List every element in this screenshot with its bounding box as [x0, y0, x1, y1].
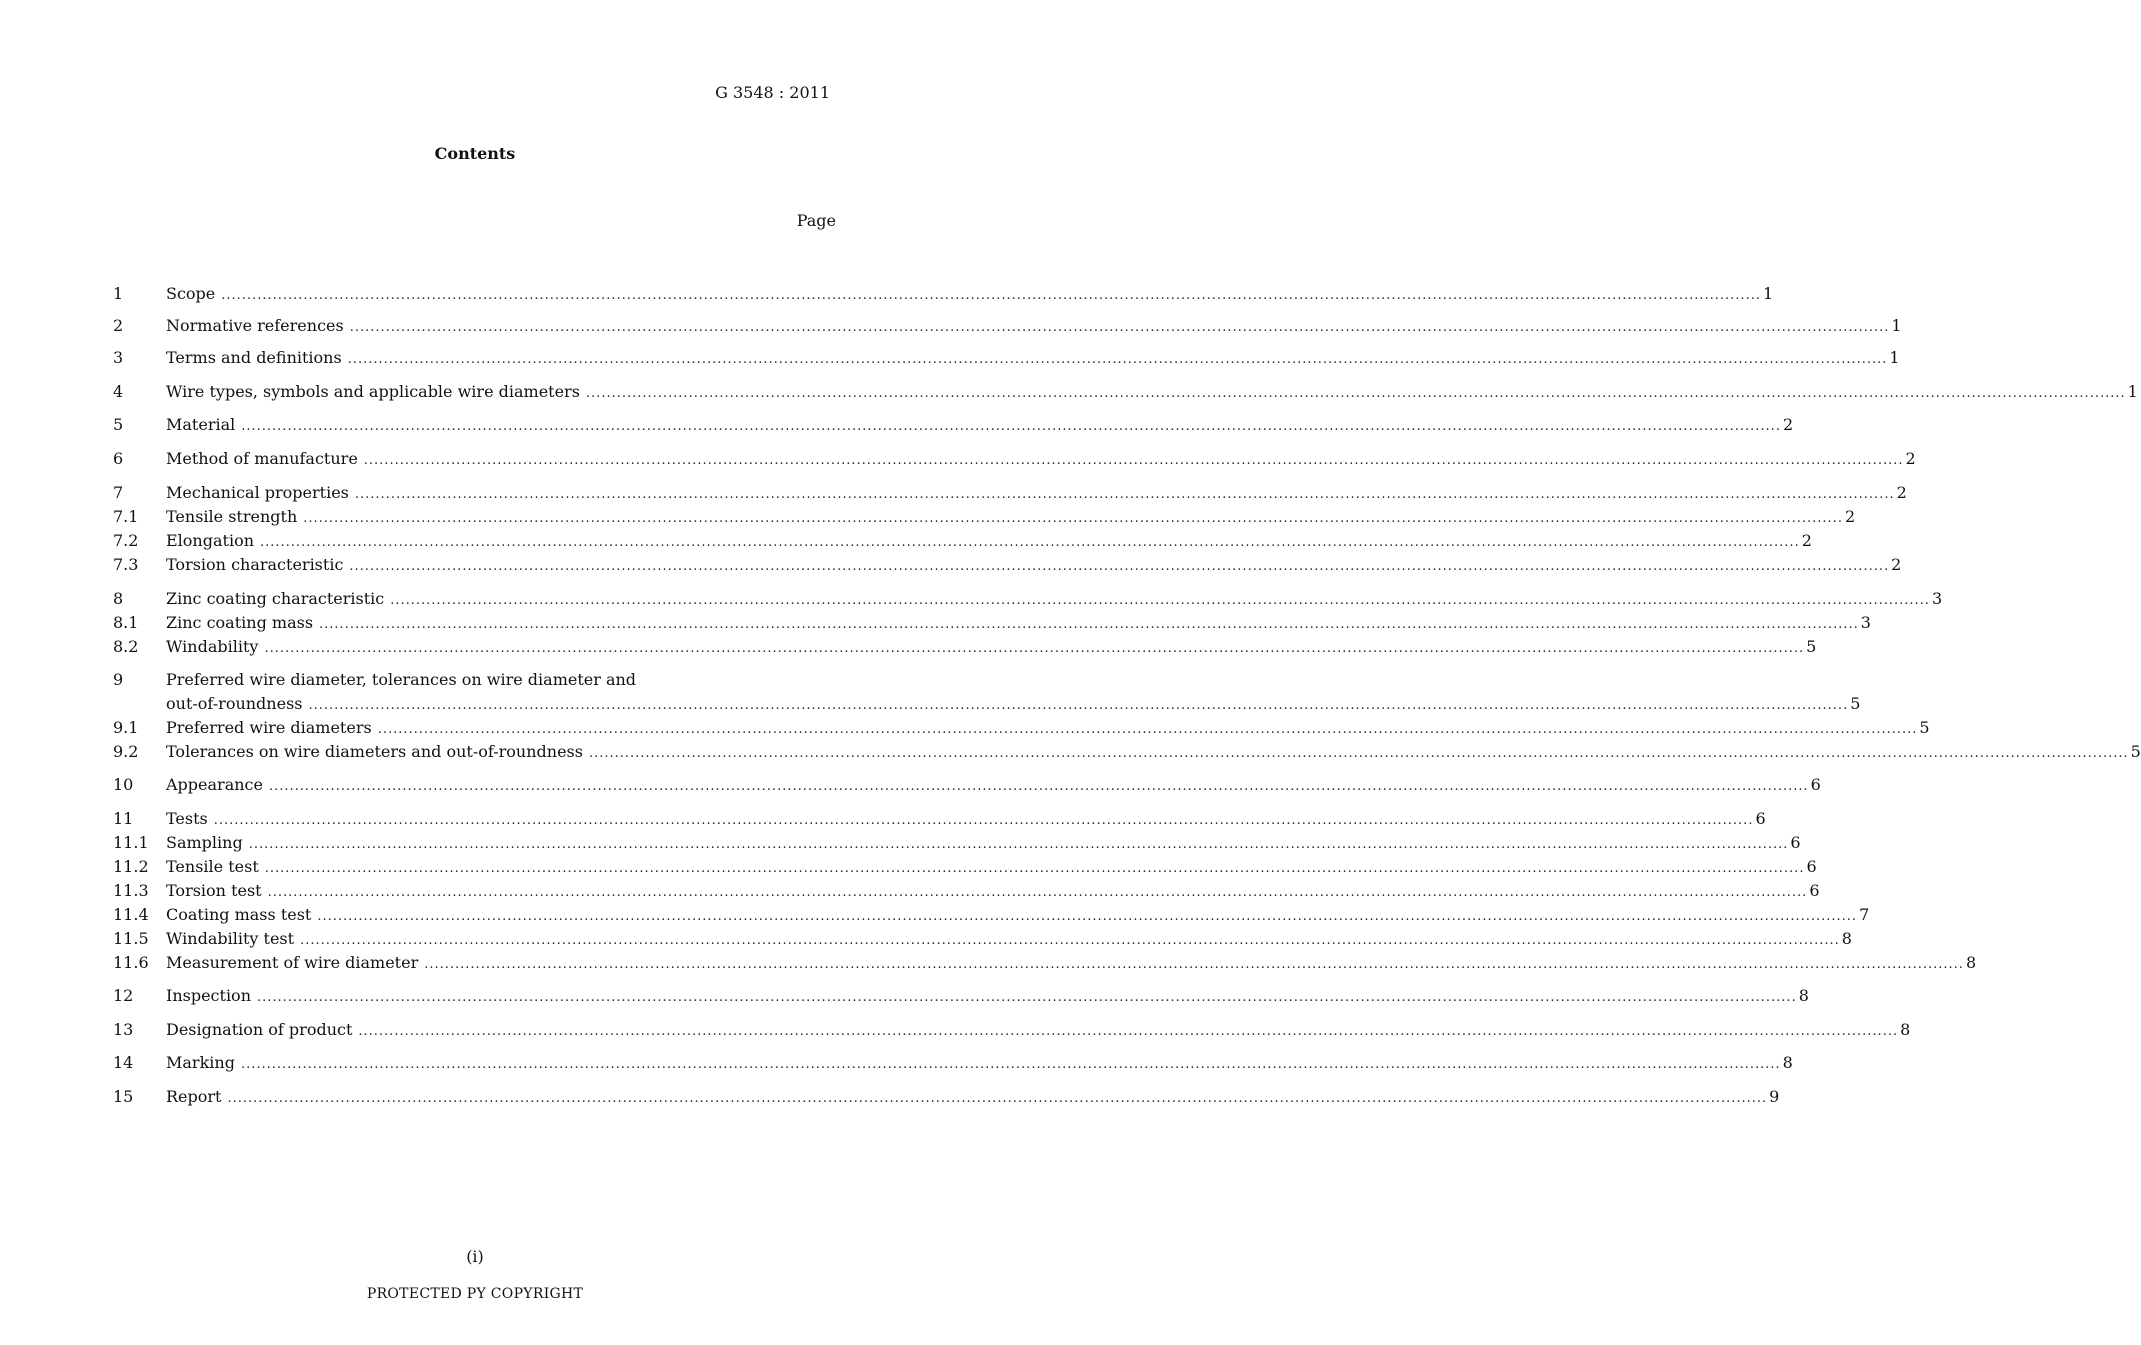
toc-entry-page: 2 — [1905, 449, 1916, 468]
toc-entry-number: 14 — [113, 1053, 134, 1072]
toc-entry[interactable] — [113, 903, 1870, 927]
toc-entry-number: 11.2 — [113, 857, 149, 876]
toc-entry-title: Designation of product — [166, 1020, 353, 1039]
toc-entry[interactable] — [113, 855, 1817, 879]
toc-entry-title: Preferred wire diameters — [166, 718, 372, 737]
toc-entry[interactable] — [113, 1051, 1793, 1075]
toc-entry-number: 8.1 — [113, 613, 139, 632]
toc-entry-page: 6 — [1755, 809, 1766, 828]
toc-entry-number: 3 — [113, 348, 124, 367]
dot-leader: ............................................................................................................................................................................................................................................................................................................ — [585, 386, 2126, 401]
toc-entry-title: Wire types, symbols and applicable wire diameters — [166, 382, 580, 401]
page-column-heading: Page — [796, 211, 836, 230]
dot-leader: ............................................................................................................................................................................................................................................................................................................ — [347, 352, 1888, 367]
dot-leader: ............................................................................................................................................................................................................................................................................................................ — [264, 861, 1805, 876]
toc-entry-number: 8.2 — [113, 637, 139, 656]
toc-entry[interactable] — [113, 773, 1821, 797]
toc-entry-page: 1 — [1889, 348, 1900, 367]
toc-entry-page: 8 — [1782, 1053, 1793, 1072]
dot-leader: ............................................................................................................................................................................................................................................................................................................ — [424, 957, 1964, 972]
dot-leader: ............................................................................................................................................................................................................................................................................................................ — [377, 722, 1918, 737]
toc-entry[interactable] — [113, 587, 1943, 611]
copyright-notice: PROTECTED PY COPYRIGHT — [366, 1286, 584, 1302]
dot-leader: ............................................................................................................................................................................................................................................................................................................ — [354, 487, 1895, 502]
toc-entry-title: Normative references — [166, 316, 344, 335]
dot-leader: ............................................................................................................................................................................................................................................................................................................ — [248, 837, 1789, 852]
dot-leader: ............................................................................................................................................................................................................................................................................................................ — [213, 813, 1754, 828]
dot-leader: ............................................................................................................................................................................................................................................................................................................ — [319, 617, 1859, 632]
toc-entry-title: Elongation — [166, 531, 254, 550]
toc-entry-page: 8 — [1841, 929, 1852, 948]
toc-entry-title: Zinc coating mass — [166, 613, 314, 632]
toc-entry[interactable] — [113, 529, 1812, 553]
toc-entry-title: Torsion test — [166, 881, 262, 900]
toc-entry[interactable] — [113, 951, 1977, 975]
toc-entry-title: Preferred wire diameter, tolerances on wire diameter and — [166, 670, 637, 689]
toc-entry-title: Mechanical properties — [166, 483, 349, 502]
toc-entry-title: Terms and definitions — [166, 348, 342, 367]
toc-entry-page: 9 — [1769, 1087, 1780, 1106]
toc-entry-number: 11.4 — [113, 905, 149, 924]
dot-leader: ............................................................................................................................................................................................................................................................................................................ — [308, 698, 1849, 713]
dot-leader: ............................................................................................................................................................................................................................................................................................................ — [257, 990, 1797, 1005]
toc-entry-title: Tolerances on wire diameters and out-of-roundness — [166, 742, 583, 761]
dot-leader: ............................................................................................................................................................................................................................................................................................................ — [317, 909, 1858, 924]
toc-entry-number: 10 — [113, 775, 134, 794]
toc-entry-page: 3 — [1860, 613, 1871, 632]
toc-entry-number: 11 — [113, 809, 134, 828]
toc-entry[interactable] — [113, 481, 1907, 505]
toc-entry[interactable] — [113, 927, 1852, 951]
toc-entry-title: Tests — [166, 809, 208, 828]
dot-leader: ............................................................................................................................................................................................................................................................................................................ — [588, 746, 2129, 761]
toc-entry-page: 6 — [1806, 857, 1817, 876]
dot-leader: ............................................................................................................................................................................................................................................................................................................ — [358, 1024, 1899, 1039]
toc-entry-number: 7 — [113, 483, 124, 502]
toc-entry-number: 8 — [113, 589, 124, 608]
toc-entry-page: 5 — [1806, 637, 1817, 656]
toc-entry[interactable] — [113, 635, 1817, 659]
toc-entry-number: 12 — [113, 986, 134, 1005]
toc-entry-title: Material — [166, 415, 236, 434]
dot-leader: ............................................................................................................................................................................................................................................................................................................ — [221, 288, 1761, 303]
dot-leader: ............................................................................................................................................................................................................................................................................................................ — [260, 535, 1800, 550]
dot-leader: ............................................................................................................................................................................................................................................................................................................ — [267, 885, 1808, 900]
toc-entry-title: Appearance — [166, 775, 263, 794]
toc-entry-title: Tensile test — [166, 857, 259, 876]
dot-leader: ............................................................................................................................................................................................................................................................................................................ — [227, 1091, 1768, 1106]
toc-entry-title-continued: out-of-roundness — [166, 694, 303, 713]
toc-entry-title: Marking — [166, 1053, 235, 1072]
toc-entry-page: 3 — [1931, 589, 1943, 608]
dot-leader: ............................................................................................................................................................................................................................................................................................................ — [264, 641, 1805, 656]
toc-entry[interactable] — [113, 282, 1774, 306]
contents-title: Contents — [434, 144, 516, 163]
dot-leader: ............................................................................................................................................................................................................................................................................................................ — [241, 419, 1781, 434]
toc-entry[interactable] — [113, 314, 1902, 338]
toc-entry-title: Coating mass test — [166, 905, 312, 924]
toc-entry-page: 8 — [1798, 986, 1809, 1005]
toc-entry-page: 5 — [1919, 718, 1930, 737]
toc-entry[interactable] — [113, 1018, 1911, 1042]
toc-entry-page: 5 — [2130, 742, 2141, 761]
toc-entry-number: 11.1 — [113, 833, 149, 852]
toc-entry[interactable] — [113, 346, 1900, 370]
toc-entry-number: 2 — [113, 316, 124, 335]
toc-entry-page: 1 — [1891, 316, 1902, 335]
toc-entry-title: Scope — [166, 284, 216, 303]
dot-leader: ............................................................................................................................................................................................................................................................................................................ — [268, 779, 1809, 794]
dot-leader: ............................................................................................................................................................................................................................................................................................................ — [303, 511, 1843, 526]
toc-entry-page: 5 — [1850, 694, 1861, 713]
toc-entry[interactable] — [113, 553, 1902, 577]
toc-entry-number: 7.1 — [113, 507, 139, 526]
toc-entry[interactable] — [113, 611, 1871, 635]
toc-entry[interactable] — [113, 1085, 1780, 1109]
toc-entry[interactable] — [113, 413, 1794, 437]
toc-entry-page: 8 — [1900, 1020, 1911, 1039]
toc-entry-title: Tensile strength — [166, 507, 298, 526]
toc-entry-title: Measurement of wire diameter — [166, 953, 419, 972]
toc-entry-title: Windability — [166, 637, 259, 656]
dot-leader: ............................................................................................................................................................................................................................................................................................................ — [390, 593, 1930, 608]
standard-number: G 3548 : 2011 — [715, 83, 830, 102]
dot-leader: ............................................................................................................................................................................................................................................................................................................ — [349, 559, 1890, 574]
toc-entry-page: 6 — [1810, 775, 1821, 794]
dot-leader: ............................................................................................................................................................................................................................................................................................................ — [349, 320, 1890, 335]
dot-leader: ............................................................................................................................................................................................................................................................................................................ — [300, 933, 1840, 948]
toc-entry-title: Windability test — [166, 929, 295, 948]
toc-entry-number: 11.6 — [113, 953, 149, 972]
toc-entry-page: 2 — [1844, 507, 1856, 526]
toc-entry[interactable] — [113, 505, 1856, 529]
toc-entry[interactable] — [113, 380, 2138, 404]
toc-entry-page: 1 — [2127, 382, 2138, 401]
toc-entry-number: 7.3 — [113, 555, 139, 574]
toc-entry-page: 2 — [1896, 483, 1907, 502]
toc-entry-number: 9.2 — [113, 742, 139, 761]
dot-leader: ............................................................................................................................................................................................................................................................................................................ — [363, 453, 1904, 468]
toc-entry[interactable] — [113, 447, 1916, 471]
toc-entry-page: 8 — [1965, 953, 1977, 972]
toc-entry-number: 9.1 — [113, 718, 139, 737]
toc-entry-number: 7.2 — [113, 531, 139, 550]
toc-entry-page: 7 — [1859, 905, 1870, 924]
toc-entry-page: 6 — [1809, 881, 1820, 900]
toc-entry-number: 6 — [113, 449, 124, 468]
toc-entry-page: 2 — [1801, 531, 1812, 550]
dot-leader: ............................................................................................................................................................................................................................................................................................................ — [240, 1057, 1781, 1072]
toc-entry-page: 2 — [1891, 555, 1902, 574]
toc-entry-number: 11.3 — [113, 881, 149, 900]
toc-entry[interactable] — [113, 984, 1809, 1008]
toc-entry[interactable] — [113, 831, 1801, 855]
toc-entry[interactable] — [113, 807, 1766, 831]
toc-entry-number: 1 — [113, 284, 124, 303]
toc-entry-number: 9 — [113, 670, 124, 689]
toc-entry-number: 4 — [113, 382, 124, 401]
toc-entry-title: Sampling — [166, 833, 243, 852]
toc-entry-title: Zinc coating characteristic — [166, 589, 385, 608]
toc-entry-title: Method of manufacture — [166, 449, 358, 468]
toc-entry-page: 1 — [1762, 284, 1774, 303]
toc-entry-title: Inspection — [166, 986, 251, 1005]
toc-entry-title: Report — [166, 1087, 222, 1106]
toc-entry-title: Torsion characteristic — [166, 555, 344, 574]
toc-entry-number: 11.5 — [113, 929, 149, 948]
toc-entry[interactable] — [113, 740, 2141, 764]
toc-entry[interactable] — [113, 668, 1861, 713]
toc-entry-number: 5 — [113, 415, 124, 434]
toc-entry[interactable] — [113, 716, 1930, 740]
toc-entry-page: 6 — [1790, 833, 1801, 852]
toc-entry-number: 15 — [113, 1087, 134, 1106]
toc-entry-number: 13 — [113, 1020, 134, 1039]
toc-entry-page: 2 — [1782, 415, 1794, 434]
page-folio: (i) — [466, 1247, 484, 1266]
toc-entry[interactable] — [113, 879, 1820, 903]
